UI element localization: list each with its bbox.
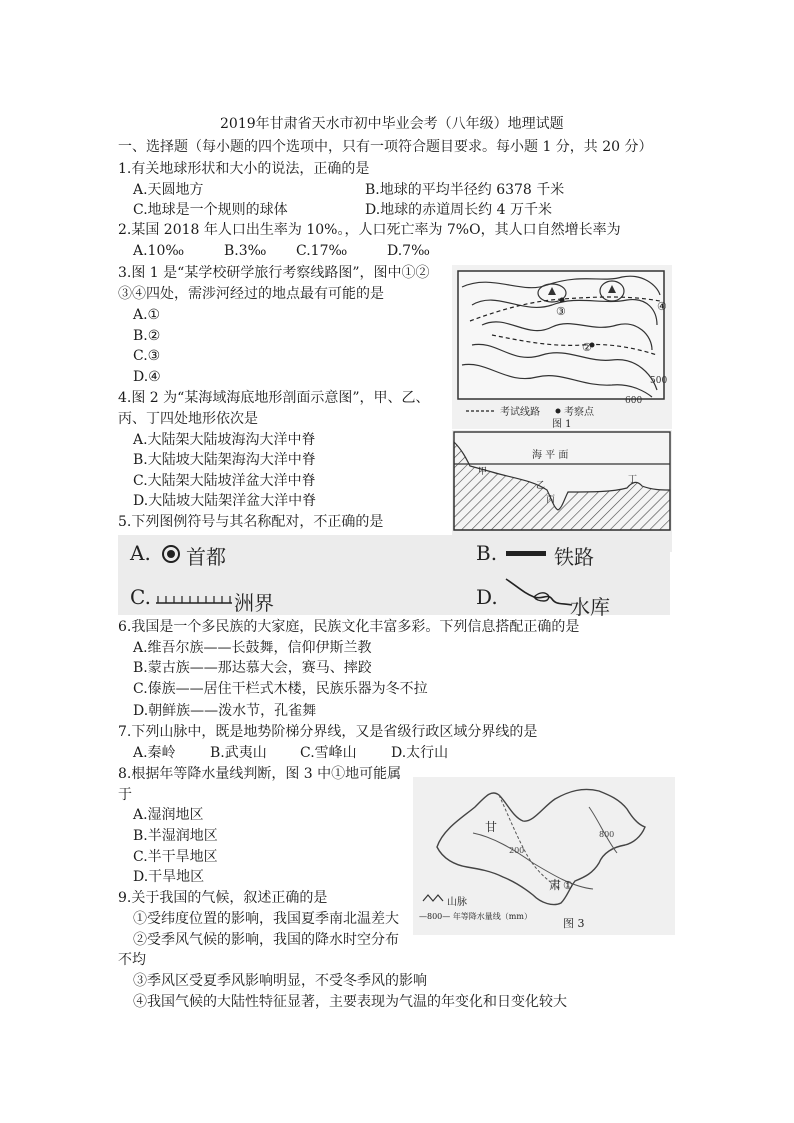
q2-option-c[interactable]: C.17‰ bbox=[296, 243, 348, 259]
q7-option-d[interactable]: D.太行山 bbox=[391, 745, 449, 761]
q8-option-b[interactable]: B.半湿润地区 bbox=[133, 828, 218, 844]
fig3-mountain-legend-icon bbox=[423, 895, 443, 901]
q6-option-c[interactable]: C.傣族——居住干栏式木楼，民族乐器为冬不拉 bbox=[133, 681, 428, 697]
q3-stem-line1: 3.图 1 是“某学校研学旅行考察线路图”，图中①② bbox=[118, 265, 430, 281]
q8-option-a[interactable]: A.湿润地区 bbox=[133, 807, 204, 823]
q1-stem: 1.有关地球形状和大小的说法，正确的是 bbox=[118, 161, 370, 177]
q1-option-a[interactable]: A.天圆地方 bbox=[133, 182, 204, 198]
fig2-label-yi: 乙 bbox=[536, 481, 546, 491]
q3-option-d[interactable]: D.④ bbox=[133, 369, 161, 385]
q5-option-b-name: 铁路 bbox=[554, 545, 594, 569]
figure-1-contour-map bbox=[452, 265, 672, 429]
q2-stem: 2.某国 2018 年人口出生率为 10%。，人口死亡率为 7%O，其人口自然增长率为 bbox=[118, 222, 621, 238]
fig1-legend-route: 考试线路 bbox=[500, 407, 540, 418]
q9-statement-2-line1: ②受季风气候的影响，我国的降水时空分布 bbox=[133, 932, 399, 948]
fig1-marker-4: ④ bbox=[657, 300, 667, 313]
fig3-marker-1: ① bbox=[563, 879, 573, 892]
q9-stem: 9.关于我国的气候，叙述正确的是 bbox=[118, 890, 328, 906]
q4-option-a[interactable]: A.大陆架大陆坡海沟大洋中脊 bbox=[133, 432, 316, 448]
q2-option-a[interactable]: A.10‰ bbox=[133, 243, 185, 259]
fig1-marker-2: ② bbox=[582, 341, 592, 354]
q2-option-d[interactable]: D.7‰ bbox=[387, 243, 430, 259]
fig2-label-jia: 甲 bbox=[478, 467, 488, 477]
fig1-contour-600-label: 600 bbox=[625, 396, 643, 406]
fig1-contour-500-label: 500 bbox=[650, 376, 668, 386]
q4-option-d[interactable]: D.大陆坡大陆架洋盆大洋中脊 bbox=[133, 493, 317, 509]
figure-2-seabed-profile bbox=[452, 430, 672, 552]
fig1-marker-3: ③ bbox=[556, 305, 566, 318]
q6-stem: 6.我国是一个多民族的大家庭，民族文化丰富多彩。下列信息搭配正确的是 bbox=[118, 619, 580, 635]
q5-option-a-name: 首都 bbox=[186, 545, 226, 569]
continent-boundary-symbol-icon bbox=[156, 593, 232, 605]
q6-option-b[interactable]: B.蒙古族——那达慕大会，赛马、摔跤 bbox=[133, 660, 372, 676]
figure-3-precipitation-map bbox=[413, 777, 675, 935]
q7-option-c[interactable]: C.雪峰山 bbox=[300, 745, 357, 761]
fig2-label-ding: 丁 bbox=[628, 475, 638, 485]
q5-symbol-strip bbox=[118, 535, 670, 619]
q9-statement-1: ①受纬度位置的影响，我国夏季南北温差大 bbox=[133, 911, 399, 927]
q9-statement-4: ④我国气候的大陆性特征显著，主要表现为气温的年变化和日变化较大 bbox=[133, 994, 567, 1010]
q5-option-d-name: 水库 bbox=[570, 595, 610, 619]
q5-option-c-letter[interactable]: C. bbox=[130, 585, 151, 609]
fig3-isohyet-800: 800 bbox=[599, 830, 615, 839]
q3-option-c[interactable]: C.③ bbox=[133, 348, 161, 364]
q9-statement-3: ③季风区受夏季风影响明显，不受冬季风的影响 bbox=[133, 973, 427, 989]
q8-option-d[interactable]: D.干旱地区 bbox=[133, 869, 205, 885]
q1-option-b[interactable]: B.地球的平均半径约 6378 千米 bbox=[365, 182, 565, 198]
fig2-label-bing: 丙 bbox=[546, 495, 556, 505]
q6-option-d[interactable]: D.朝鲜族——泼水节，孔雀舞 bbox=[133, 703, 317, 719]
fig2-sea-level-label: 海 平 面 bbox=[532, 450, 569, 461]
fig3-caption: 图 3 bbox=[563, 917, 585, 930]
q5-option-a-letter[interactable]: A. bbox=[130, 541, 151, 565]
capital-symbol-icon bbox=[162, 545, 180, 563]
fig3-label-su: 肃 bbox=[549, 878, 562, 892]
fig1-legend-point: 考察点 bbox=[564, 407, 594, 418]
q9-statement-2-line2: 不均 bbox=[118, 952, 146, 968]
q4-option-b[interactable]: B.大陆坡大陆架海沟大洋中脊 bbox=[133, 452, 316, 468]
section-heading: 一、选择题（每小题的四个选项中，只有一项符合题目要求。每小题 1 分，共 20 分） bbox=[118, 139, 653, 155]
q5-option-d-letter[interactable]: D. bbox=[476, 585, 498, 609]
q7-stem: 7.下列山脉中，既是地势阶梯分界线，又是省级行政区域分界线的是 bbox=[118, 724, 538, 740]
q3-option-a[interactable]: A.① bbox=[133, 307, 161, 323]
q4-option-c[interactable]: C.大陆架大陆坡洋盆大洋中脊 bbox=[133, 473, 316, 489]
page-title: 2019年甘肃省天水市初中毕业会考（八年级）地理试题 bbox=[220, 116, 564, 132]
q8-stem-line2: 于 bbox=[118, 787, 132, 803]
reservoir-symbol-icon bbox=[504, 575, 574, 609]
q5-stem: 5.下列图例符号与其名称配对，不正确的是 bbox=[118, 514, 384, 530]
fig3-legend-mountain: 山脉 bbox=[447, 897, 467, 908]
q7-option-a[interactable]: A.秦岭 bbox=[133, 745, 176, 761]
q5-option-b-letter[interactable]: B. bbox=[476, 541, 498, 565]
fig1-caption: 图 1 bbox=[552, 419, 572, 429]
q1-option-d[interactable]: D.地球的赤道周长约 4 万千米 bbox=[365, 202, 552, 218]
q4-stem-line1: 4.图 2 为“某海域海底地形剖面示意图”，甲、乙、 bbox=[118, 390, 430, 406]
q4-stem-line2: 丙、丁四处地形依次是 bbox=[118, 411, 258, 427]
q3-stem-line2: ③④四处，需涉河经过的地点最有可能的是 bbox=[118, 286, 384, 302]
q2-option-b[interactable]: B.3‰ bbox=[224, 243, 267, 259]
q6-option-a[interactable]: A.维吾尔族——长鼓舞，信仰伊斯兰教 bbox=[133, 640, 372, 656]
railway-symbol-icon bbox=[506, 551, 546, 556]
fig3-legend-isohyet: —800— 年等降水量线（mm） bbox=[419, 912, 532, 921]
q8-stem-line1: 8.根据年等降水量线判断，图 3 中①地可能属 bbox=[118, 766, 402, 782]
q7-option-b[interactable]: B.武夷山 bbox=[210, 745, 267, 761]
q1-option-c[interactable]: C.地球是一个规则的球体 bbox=[133, 202, 288, 218]
fig3-isohyet-200: 200 bbox=[509, 846, 525, 855]
q3-option-b[interactable]: B.② bbox=[133, 328, 161, 344]
q8-option-c[interactable]: C.半干旱地区 bbox=[133, 849, 218, 865]
fig3-label-gan: 甘 bbox=[485, 820, 498, 834]
q5-option-c-name: 洲界 bbox=[234, 591, 274, 615]
